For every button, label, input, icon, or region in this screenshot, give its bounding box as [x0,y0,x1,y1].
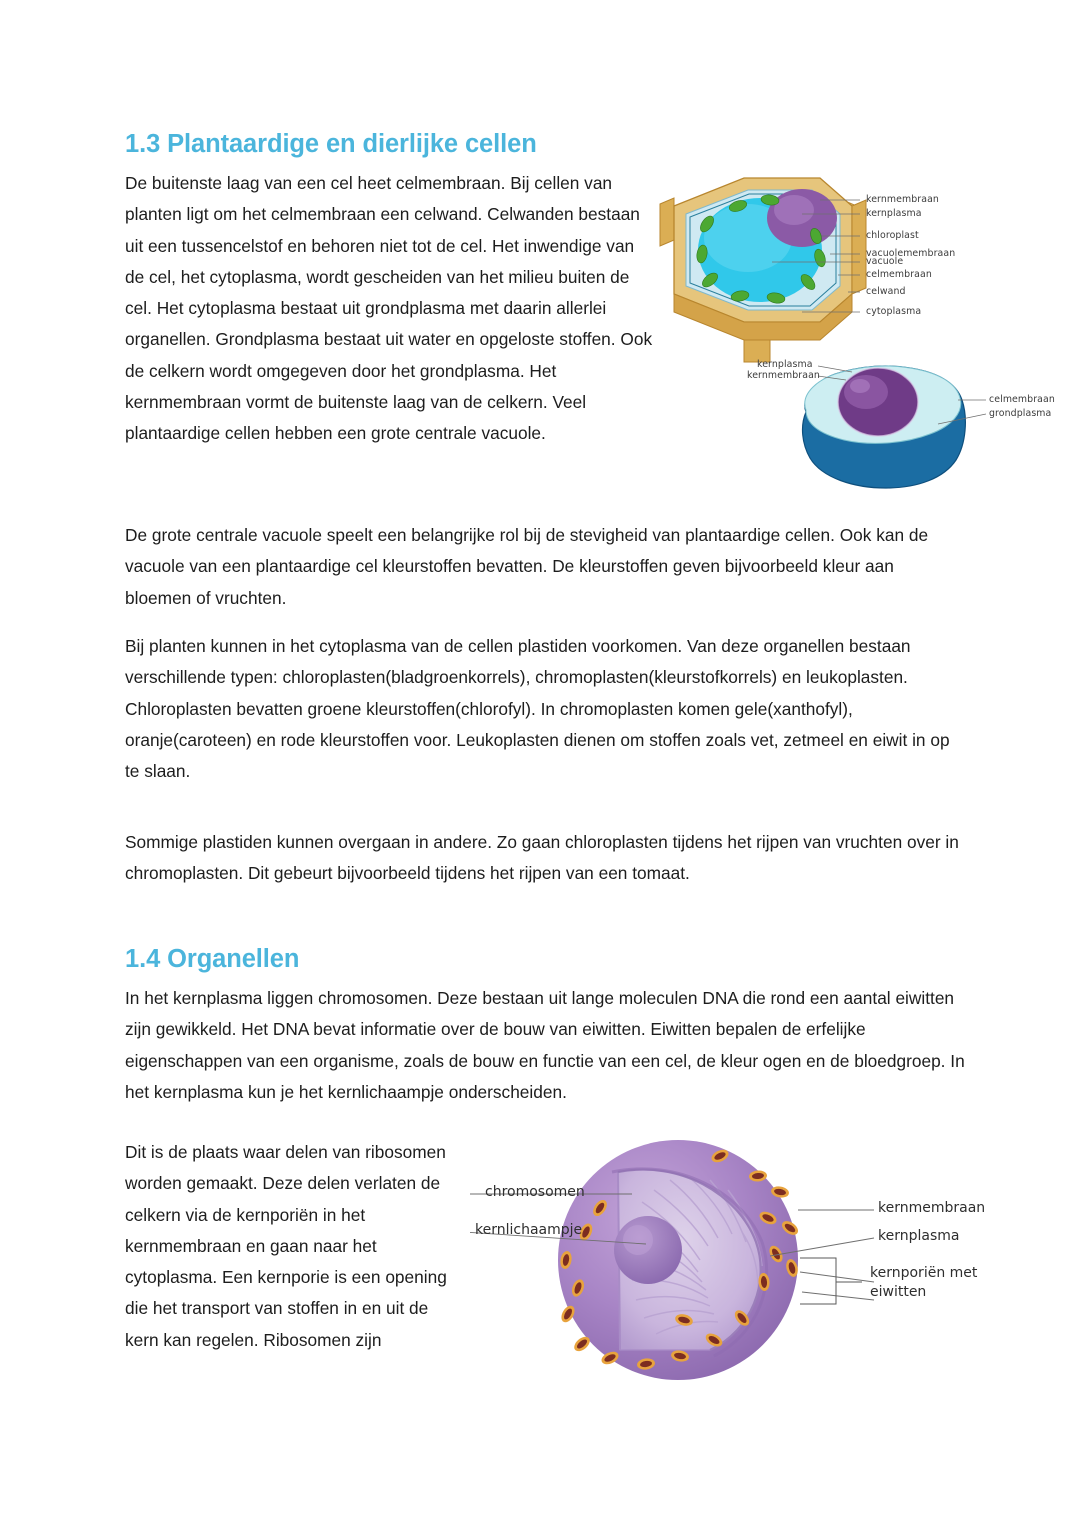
nucleus-label-kernmembraan: kernmembraan [878,1200,986,1216]
paragraph-plastiden: Bij planten kunnen in het cytoplasma van de cellen plastiden voorkomen. Van deze organellen bestaan verschillende typen: chloroplasten(bladgroenkorrels), chromoplasten(kleurstofkorrels) en leukoplasten. Chloroplasten bevatten groene kleurstoffen(chlorofyl). In chromoplasten komen gele(xanthofyl), oranje(caroteen) en rode kleurstoffen voor. Leukoplasten dienen om stoffen zoals vet, zetmeel en eiwit in op te slaan. [125,636,950,782]
paragraph-vacuole: De grote centrale vacuole speelt een belangrijke rol bij de stevigheid van plantaardige cellen. Ook kan de vacuole van een plantaardige cel kleurstoffen bevatten. De kleurstoffen geven bijvoorbeeld kleur aan bloemen of vruchten. [125,525,929,608]
plant-label-kernmembraan: kernmembraan [866,194,939,205]
plant-label-celwand: celwand [866,286,906,297]
animal-label-celmembraan: celmembraan [989,394,1055,405]
plant-label-kernplasma: kernplasma [866,208,922,219]
paragraph-intro: De buitenste laag van een cel heet celmembraan. Bij cellen van planten ligt om het celmembraan een celwand. Celwanden bestaan uit een tussencelstof en behoren niet tot de cel. Het inwendige van de cel, het cytoplasma, wordt gescheiden van het milieu buiten de cel. Het cytoplasma bestaat uit grondplasma met daarin allerlei organellen. Grondplasma bestaat uit water en opgeloste stoffen. Ook de celkern wordt omgegeven door het grondplasma. Het kernmembraan vormt de buitenste laag van de celkern. Veel plantaardige cellen hebben een grote centrale vacuole. [125,173,653,444]
figure-animal-cell [747,352,1072,502]
plant-label-celmembraan: celmembraan [866,269,932,280]
figure-plant-cell [652,162,982,367]
nucleus-label-kernlichaampje: kernlichaampje [475,1222,583,1238]
plant-label-vacuole: vacuole [866,256,904,267]
nucleus-label-kernporien: kernporiën met eiwitten [870,1265,978,1300]
section-heading-1-4: 1.4 Organellen [125,945,300,973]
animal-label-grondplasma: grondplasma [989,408,1052,419]
nucleus-label-kernplasma: kernplasma [878,1228,960,1244]
paragraph-tomaat: Sommige plastiden kunnen overgaan in andere. Zo gaan chloroplasten tijdens het rijpen van vruchten over in chromoplasten. Dit gebeurt bijvoorbeeld tijdens het rijpen van een tomaat. [125,832,959,884]
animal-label-kernplasma: kernplasma [757,359,813,370]
section-heading-1-3: 1.3 Plantaardige en dierlijke cellen [125,130,537,158]
paragraph-organellen: In het kernplasma liggen chromosomen. Deze bestaan uit lange moleculen DNA die rond een aantal eiwitten zijn gewikkeld. Het DNA bevat informatie over de bouw van eiwitten. Eiwitten bepalen de erfelijke eigenschappen van een organisme, zoals de bouw en functie van een cel, de kleur ogen en de bloedgroep. In het kernplasma kun je het kernlichaampje onderscheiden. [125,988,965,1102]
paragraph-ribosomen: Dit is de plaats waar delen van ribosomen worden gemaakt. Deze delen verlaten de celkern via de kernporiën in het kernmembraan en gaan naar het cytoplasma. Een kernporie is een opening die het transport van stoffen in en uit de kern kan regelen. Ribosomen zijn [125,1142,447,1350]
plant-label-vacuolemembraan: vacuolemembraan [866,248,956,259]
plant-label-chloroplast: chloroplast [866,230,919,241]
animal-label-kernmembraan: kernmembraan [747,370,820,381]
plant-label-cytoplasma: cytoplasma [866,306,922,317]
figure-nucleus [470,1132,1070,1397]
plant-cell-illustration [652,162,982,367]
nucleus-label-chromosomen: chromosomen [485,1184,585,1200]
